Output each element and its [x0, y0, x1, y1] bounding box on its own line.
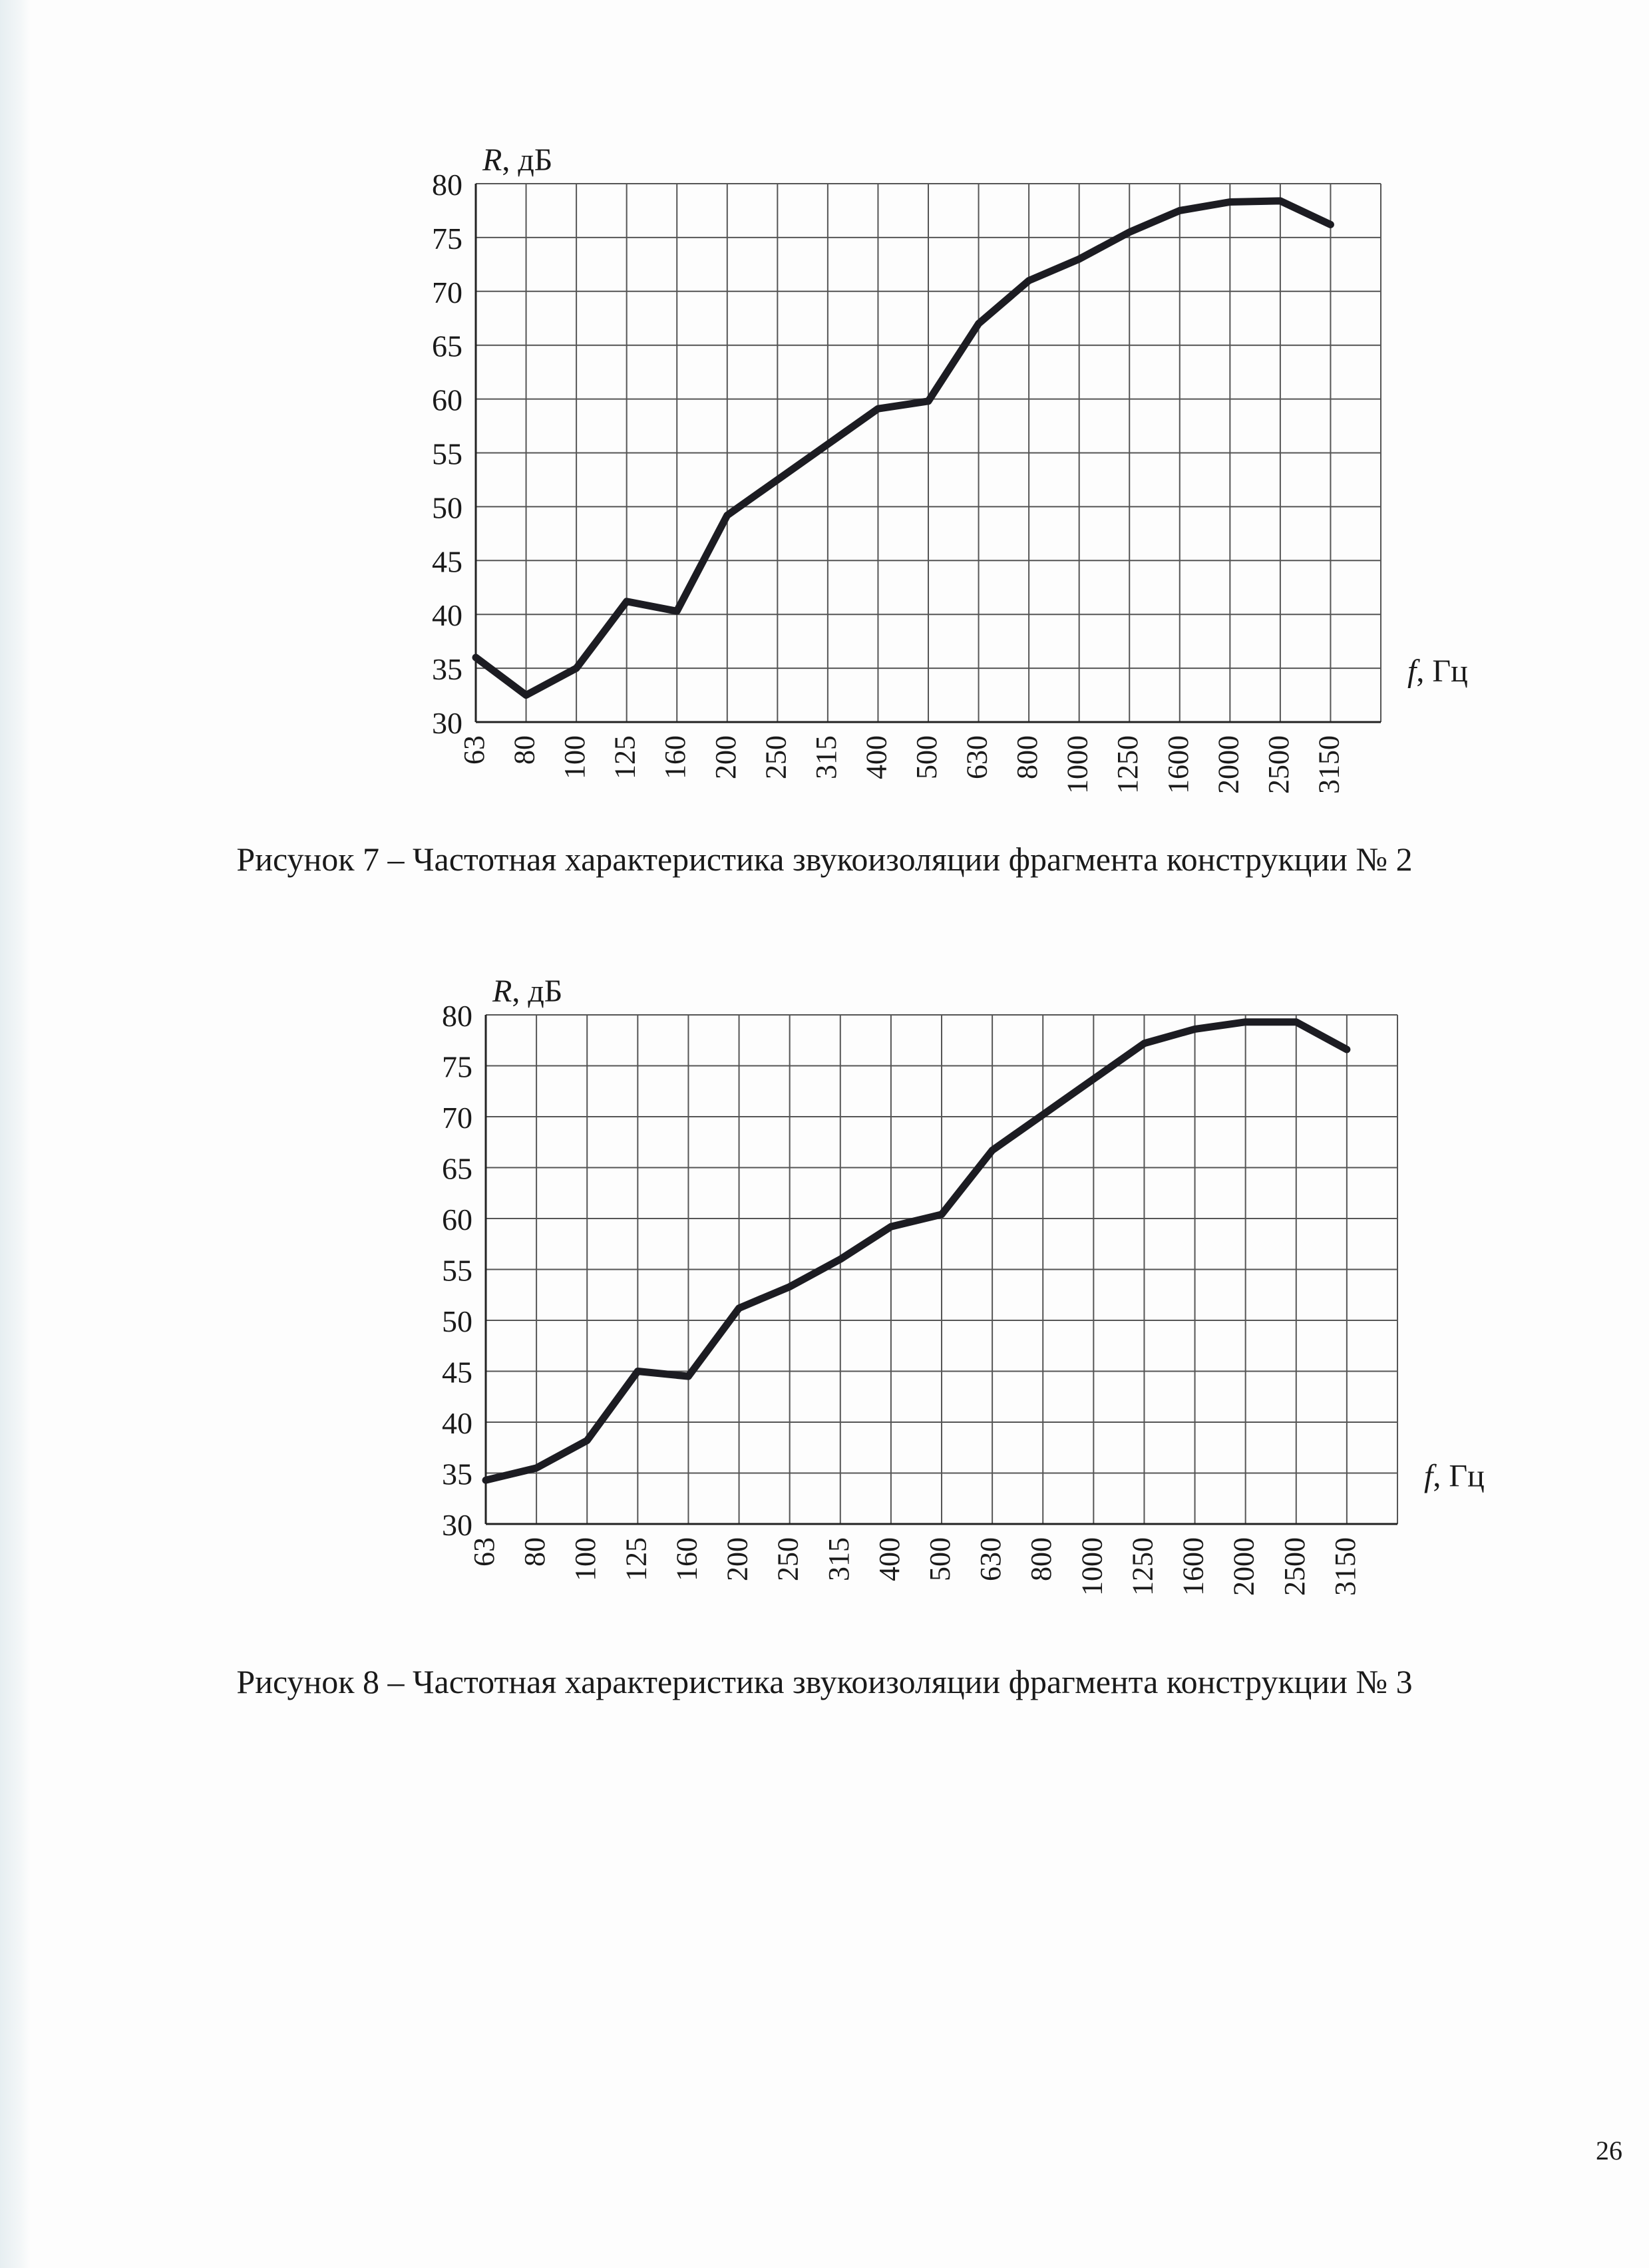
y-tick-label: 35 [432, 652, 462, 687]
y-tick-label: 30 [442, 1508, 472, 1542]
x-axis-label [1424, 1459, 1485, 1494]
x-tick-label: 100 [558, 735, 592, 779]
caption-figure-8: Рисунок 8 – Частотная характеристика звукоизоляции фрагмента конструкции № 3 [236, 1663, 1413, 1700]
x-tick-label: 2500 [1278, 1537, 1311, 1596]
series-line [486, 1022, 1347, 1481]
x-tick-label: 200 [709, 735, 742, 779]
x-tick-label: 1000 [1061, 735, 1094, 794]
x-tick-label: 630 [974, 1537, 1008, 1581]
x-tick-label: 63 [458, 735, 490, 765]
x-tick-label: 1000 [1075, 1537, 1109, 1596]
page-number: 26 [1596, 2136, 1622, 2166]
y-tick-label: 65 [432, 329, 462, 363]
chart-7-svg [0, 120, 1649, 852]
y-axis-label [482, 142, 552, 178]
x-tick-label: 250 [771, 1537, 805, 1581]
x-tick-label: 315 [822, 1537, 855, 1581]
x-tick-label: 400 [872, 1537, 906, 1581]
y-axis-label-symbol: R [482, 142, 502, 178]
x-tick-label: 800 [1011, 735, 1044, 779]
y-tick-label: 40 [442, 1406, 472, 1440]
x-tick-label: 1250 [1126, 1537, 1159, 1596]
x-tick-label: 2000 [1212, 735, 1245, 794]
y-tick-label: 50 [442, 1304, 472, 1338]
y-tick-label: 45 [442, 1355, 472, 1390]
chart-figure-8 [0, 935, 1649, 1667]
series-line [476, 201, 1330, 695]
y-tick-label: 35 [442, 1457, 472, 1491]
x-tick-label: 63 [468, 1537, 500, 1567]
x-tick-label: 500 [910, 735, 943, 779]
y-tick-label: 50 [432, 490, 462, 525]
y-tick-label: 65 [442, 1151, 472, 1186]
y-axis-label [492, 974, 562, 1009]
chart-8-svg [0, 935, 1649, 1667]
y-tick-label: 60 [432, 383, 462, 417]
x-tick-label: 3150 [1328, 1537, 1362, 1596]
caption-figure-7: Рисунок 7 – Частотная характеристика звукоизоляции фрагмента конструкции № 2 [236, 841, 1413, 878]
x-tick-label: 125 [620, 1537, 653, 1581]
x-tick-label: 160 [670, 1537, 703, 1581]
y-tick-label: 70 [432, 275, 462, 309]
x-axis-label-unit: , Гц [1416, 654, 1468, 689]
x-tick-label: 2000 [1227, 1537, 1260, 1596]
y-tick-label: 40 [432, 598, 462, 633]
x-tick-label: 200 [721, 1537, 754, 1581]
y-axis-label-unit: , дБ [502, 142, 553, 178]
y-tick-label: 80 [442, 999, 472, 1033]
x-tick-label: 800 [1025, 1537, 1058, 1581]
y-tick-label: 45 [432, 544, 462, 579]
y-tick-label: 75 [442, 1049, 472, 1084]
x-tick-label: 500 [924, 1537, 956, 1581]
x-tick-label: 1250 [1111, 735, 1145, 794]
y-tick-label: 70 [442, 1101, 472, 1135]
x-tick-label: 1600 [1161, 735, 1194, 794]
x-tick-label: 100 [569, 1537, 602, 1581]
x-tick-label: 315 [809, 735, 842, 779]
x-tick-label: 80 [518, 1537, 552, 1567]
x-tick-label: 80 [508, 735, 541, 765]
y-tick-label: 80 [432, 168, 462, 202]
x-tick-label: 2500 [1262, 735, 1295, 794]
y-axis-label-symbol: R [492, 974, 512, 1009]
x-tick-label: 3150 [1312, 735, 1346, 794]
y-tick-label: 75 [432, 221, 462, 256]
x-axis-label [1407, 654, 1468, 689]
x-tick-label: 400 [860, 735, 893, 779]
y-tick-label: 30 [432, 706, 462, 740]
x-tick-label: 1600 [1177, 1537, 1210, 1596]
x-axis-label-symbol: f [1424, 1458, 1433, 1494]
x-tick-label: 630 [960, 735, 994, 779]
y-tick-label: 60 [442, 1203, 472, 1236]
x-axis-label-symbol: f [1407, 654, 1417, 689]
x-tick-label: 125 [608, 735, 641, 779]
y-tick-label: 55 [442, 1253, 472, 1288]
y-axis-label-unit: , дБ [512, 974, 563, 1009]
x-tick-label: 250 [759, 735, 793, 779]
x-axis-label-unit: , Гц [1433, 1458, 1485, 1494]
x-tick-label: 160 [659, 735, 692, 779]
y-tick-label: 55 [432, 437, 462, 471]
chart-figure-7 [0, 120, 1649, 852]
